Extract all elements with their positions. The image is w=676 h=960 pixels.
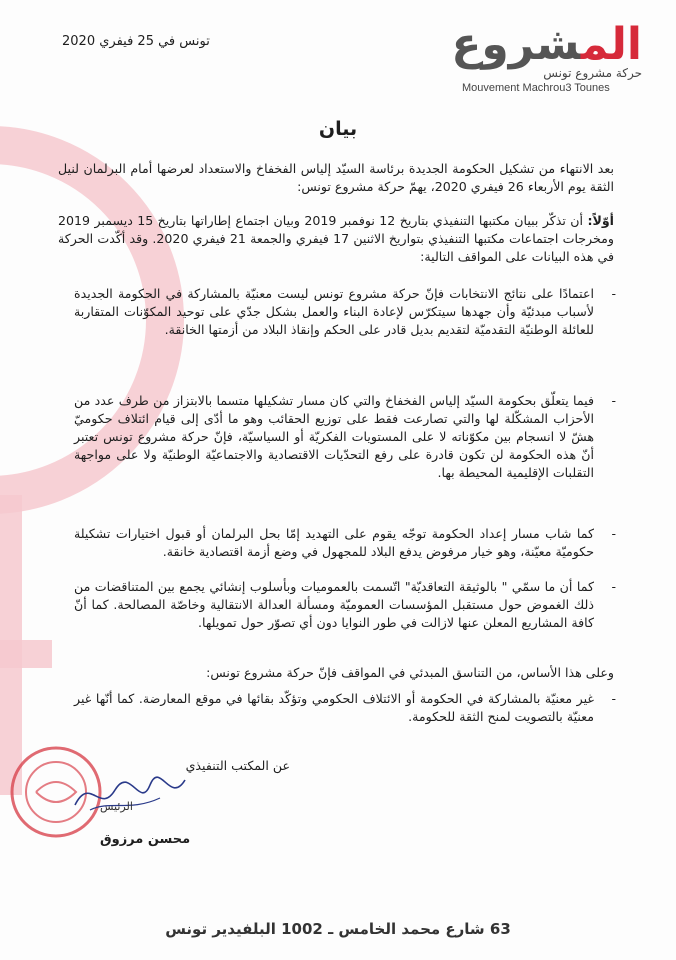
bullet-dash: - xyxy=(611,691,616,706)
party-logo xyxy=(451,19,642,102)
document-date: تونس في 25 فيفري 2020 xyxy=(62,34,210,49)
logo-wordmark: المشروع xyxy=(451,19,642,70)
list-item-text: اعتمادًا على نتائج الانتخابات فإنّ حركة مشروع تونس ليست معنيّة بالمشاركة في الحكومة الجديدة لأسباب مبدئيّة وأن جهدها سيتكرّس لإعادة البناء والعمل بشكل جدّي على توحيد المكوّنات المتقاربة للعائلة الوطنيّة التقدميّة لتقديم بديل قادر على الحكم وإنقاذ البلاد من أزمتها الخانقة. xyxy=(74,286,594,337)
first-point-label: أوّلاً: xyxy=(587,213,614,228)
first-point-paragraph xyxy=(58,212,614,266)
footer-address: 63 شارع محمد الخامس ـ 1002 البلفيدير تونس xyxy=(165,920,511,938)
signature-title: الرئيس xyxy=(100,800,133,813)
list-item xyxy=(74,285,616,339)
bullet-dash: - xyxy=(611,286,616,301)
intro-paragraph: بعد الانتهاء من تشكيل الحكومة الجديدة برئاسة السيّد إلياس الفخفاخ والاستعداد لعرضها أمام البرلمان لنيل الثقة يوم الأربعاء 26 فيفري 2020، يهمّ حركة مشروع تونس: xyxy=(58,161,614,194)
logo-subtitle: حركة مشروع تونس xyxy=(543,66,642,80)
list-item xyxy=(74,525,616,561)
bullet-dash: - xyxy=(611,526,616,541)
signatory-name: محسن مرزوق xyxy=(100,832,191,847)
signoff-line: عن المكتب التنفيذي xyxy=(185,758,290,773)
conclusion-paragraph: وعلى هذا الأساس، من التناسق المبدئي في المواقف فإنّ حركة مشروع تونس: xyxy=(206,665,614,680)
list-item xyxy=(74,690,616,726)
bullet-dash: - xyxy=(611,393,616,408)
document-title: بيان xyxy=(318,118,358,140)
list-item-text: كما أن ما سمّي " بالوثيقة التعاقديّة" اتّسمت بالعموميات وبأسلوب إنشائي يجمع بين المتناقضات من ذلك الغموض حول مستقبل المؤسسات العموميّة ومسألة العدالة الانتقالية وخاصّة المصالحة. كما أنّ كافة المشاريع المعلن عنها لازالت في طور النوايا دون أي تصوّر حول تمويلها. xyxy=(74,579,594,630)
list-item-text: فيما يتعلّق بحكومة السيّد إلياس الفخفاخ والتي كان مسار تشكيلها متسما بالابتزاز من طرف عدد من الأحزاب المشكّلة لها والتي تصارعت فقط على توزيع الحقائب وهو ما أدّى إلى قيام ائتلاف حكوميّ هشّ لا انسجام بين مكوّناته لا على المستويات الفكريّة أو السياسيّة، فإنّ حركة مشروع تونس تعتبر أنّ هذه الحكومة لن تكون قادرة على رفع التحدّيات الاقتصادية والاجتماعيّة الوطنيّة ولا على مواجهة التقلبات الإقليمية المحيطة بها. xyxy=(74,393,594,480)
list-item xyxy=(74,392,616,482)
logo-french-name: Mouvement Machrou3 Tounes xyxy=(462,82,610,94)
list-item-text: كما شاب مسار إعداد الحكومة توجّه يقوم على التهديد إمّا بحل البرلمان أو قبول اختيارات تشكيلة حكوميّة معيّنة، وهو خيار مرفوض يدفع البلاد للمجهول في وضع أزمة اقتصادية خانقة. xyxy=(74,526,594,559)
list-item-text: غير معنيّة بالمشاركة في الحكومة أو الائتلاف الحكومي وتؤكّد بقائها في موقع المعارضة. كما أنّها غير معنيّة بالتصويت لمنح الثقة للحكومة. xyxy=(74,691,594,724)
bullet-dash: - xyxy=(611,579,616,594)
list-item xyxy=(74,578,616,632)
first-point-text: أن تذكّر ببيان مكتبها التنفيذي بتاريخ 12 نوفمبر 2019 وبيان اجتماع إطاراتها بتاريخ 15 ديسمبر 2019 ومخرجات اجتماعات مكتبها التنفيذي بتواريخ الاثنين 17 فيفري والجمعة 21 فيفري 2020. وقد أكّدت الحركة في هذه البيانات على المواقف التالية: xyxy=(58,213,614,264)
